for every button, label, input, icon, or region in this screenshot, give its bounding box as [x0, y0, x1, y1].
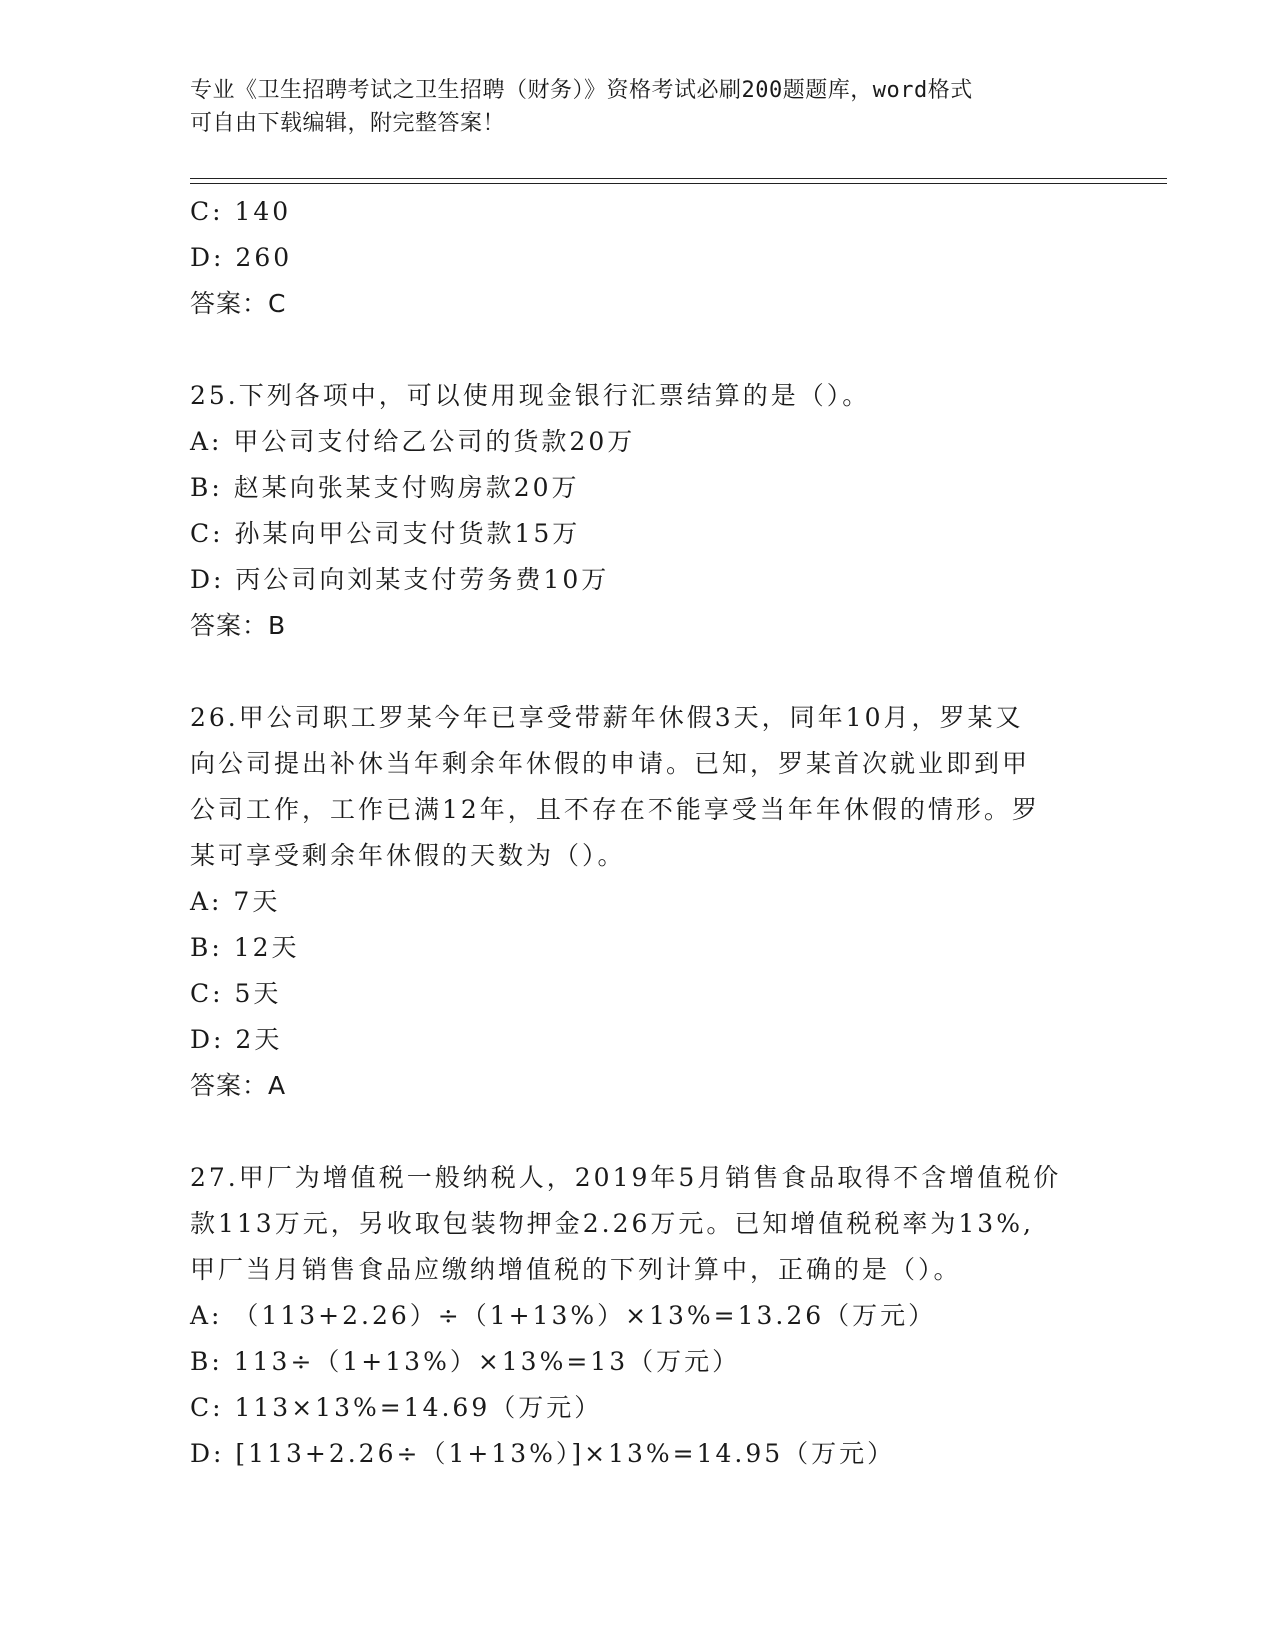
option-b: B: 113÷（1+13%）×13%=13（万元） — [190, 1347, 741, 1376]
question-25 — [190, 373, 1090, 649]
document-body — [190, 189, 1090, 1477]
spacer — [190, 1109, 1090, 1155]
question-27 — [190, 1155, 1090, 1477]
option-a: A: （113+2.26）÷（1+13%）×13%=13.26（万元） — [190, 1301, 937, 1330]
question-26 — [190, 695, 1090, 1109]
option-b: B: 赵某向张某支付购房款20万 — [190, 473, 580, 502]
option-c: C: 113×13%=14.69（万元） — [190, 1393, 603, 1422]
spacer — [190, 327, 1090, 373]
header-line-2: 可自由下载编辑，附完整答案！ — [190, 111, 506, 136]
question-text: 26.甲公司职工罗某今年已享受带薪年休假3天，同年10月，罗某又 — [190, 703, 1024, 732]
option-b: B: 12天 — [190, 933, 300, 962]
answer-line: 答案：C — [190, 289, 287, 318]
question-text: 向公司提出补休当年剩余年休假的申请。已知，罗某首次就业即到甲 — [190, 749, 1031, 778]
option-a: A: 甲公司支付给乙公司的货款20万 — [190, 427, 636, 456]
document-header — [190, 74, 1080, 140]
question-text: 25.下列各项中，可以使用现金银行汇票结算的是（）。 — [190, 381, 871, 410]
option-d: D: [113+2.26÷（1+13%）]×13%=14.95（万元） — [190, 1439, 896, 1468]
option-a: A: 7天 — [190, 887, 281, 916]
question-text: 款113万元，另收取包装物押金2.26万元。已知增值税税率为13%, — [190, 1209, 1034, 1238]
header-line-1: 专业《卫生招聘考试之卫生招聘（财务）》资格考试必刷200题题库，word格式 — [190, 78, 973, 103]
option-d: D: 丙公司向刘某支付劳务费10万 — [190, 565, 610, 594]
answer-line: 答案：A — [190, 1071, 287, 1100]
question-text: 27.甲厂为增值税一般纳税人，2019年5月销售食品取得不含增值税价 — [190, 1163, 1062, 1192]
spacer — [190, 649, 1090, 695]
question-text: 某可享受剩余年休假的天数为（）。 — [190, 841, 626, 870]
question-text: 公司工作，工作已满12年，且不存在不能享受当年年休假的情形。罗 — [190, 795, 1040, 824]
option-c: C: 140 — [190, 197, 292, 226]
option-c: C: 孙某向甲公司支付货款15万 — [190, 519, 581, 548]
option-c: C: 5天 — [190, 979, 282, 1008]
question-text: 甲厂当月销售食品应缴纳增值税的下列计算中，正确的是（）。 — [190, 1255, 962, 1284]
option-d: D: 260 — [190, 243, 293, 272]
header-rule-bottom — [190, 183, 1167, 184]
option-d: D: 2天 — [190, 1025, 283, 1054]
answer-line: 答案：B — [190, 611, 287, 640]
header-rule-top — [190, 178, 1167, 179]
